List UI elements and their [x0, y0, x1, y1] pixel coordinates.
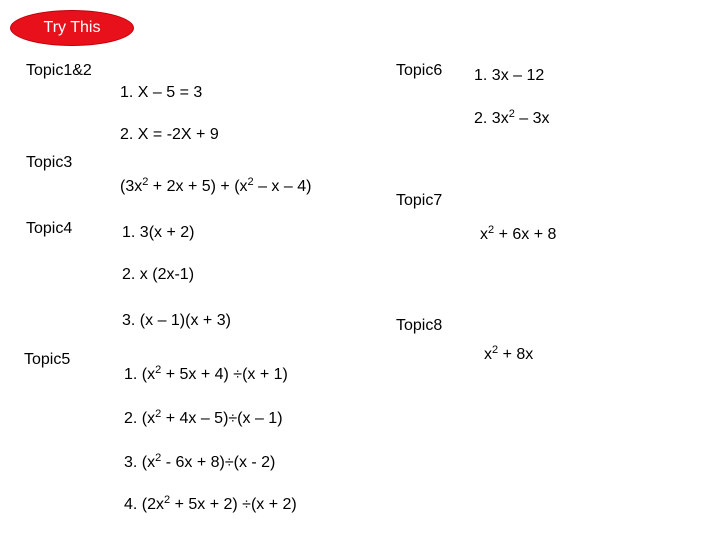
problem-3: $(3x^2 + 2x + 5) + (x^2 - x - 4)$ — [120, 176, 312, 195]
problem-5-item: 1. $(x^2 + 5x + 4) \div(x + 1)$ — [124, 364, 288, 383]
problem-4-item: 3. (x – 1)(x + 3) — [122, 312, 231, 329]
topic-4-label: Topic4 — [26, 220, 73, 237]
topic-3-label: Topic3 — [26, 154, 73, 171]
problem-6-item: 2. $3x^2 - 3x$ — [474, 108, 550, 127]
try-this-button[interactable]: Try This — [10, 10, 134, 46]
problem-6-item: 1. 3x – 12 — [474, 67, 545, 84]
topic-8-label: Topic8 — [396, 317, 443, 334]
topic-7-label: Topic7 — [396, 192, 443, 209]
problem-5-item: 3. $(x^2 - 6x + 8)\div(x - 2)$ — [124, 452, 276, 471]
topic-1-2-label: Topic1&2 — [26, 62, 92, 79]
problem-2: 2. X = -2X + 9 — [120, 126, 219, 143]
problem-4-item: 1. 3(x + 2) — [122, 224, 195, 241]
topic-6-label: Topic6 — [396, 62, 443, 79]
problem-7: $x^2 + 6x + 8$ — [480, 224, 557, 243]
problem-5-item: 4. $(2x^2 + 5x + 2) \div(x + 2)$ — [124, 494, 297, 513]
problem-4-item: 2. x (2x-1) — [122, 266, 195, 283]
problem-8: $x^2 + 8x$ — [484, 344, 534, 363]
problem-1: 1. X – 5 = 3 — [120, 84, 203, 101]
problem-5-item: 2. $(x^2 + 4x - 5)\div(x - 1)$ — [124, 408, 283, 427]
topic-5-label: Topic5 — [24, 351, 71, 368]
